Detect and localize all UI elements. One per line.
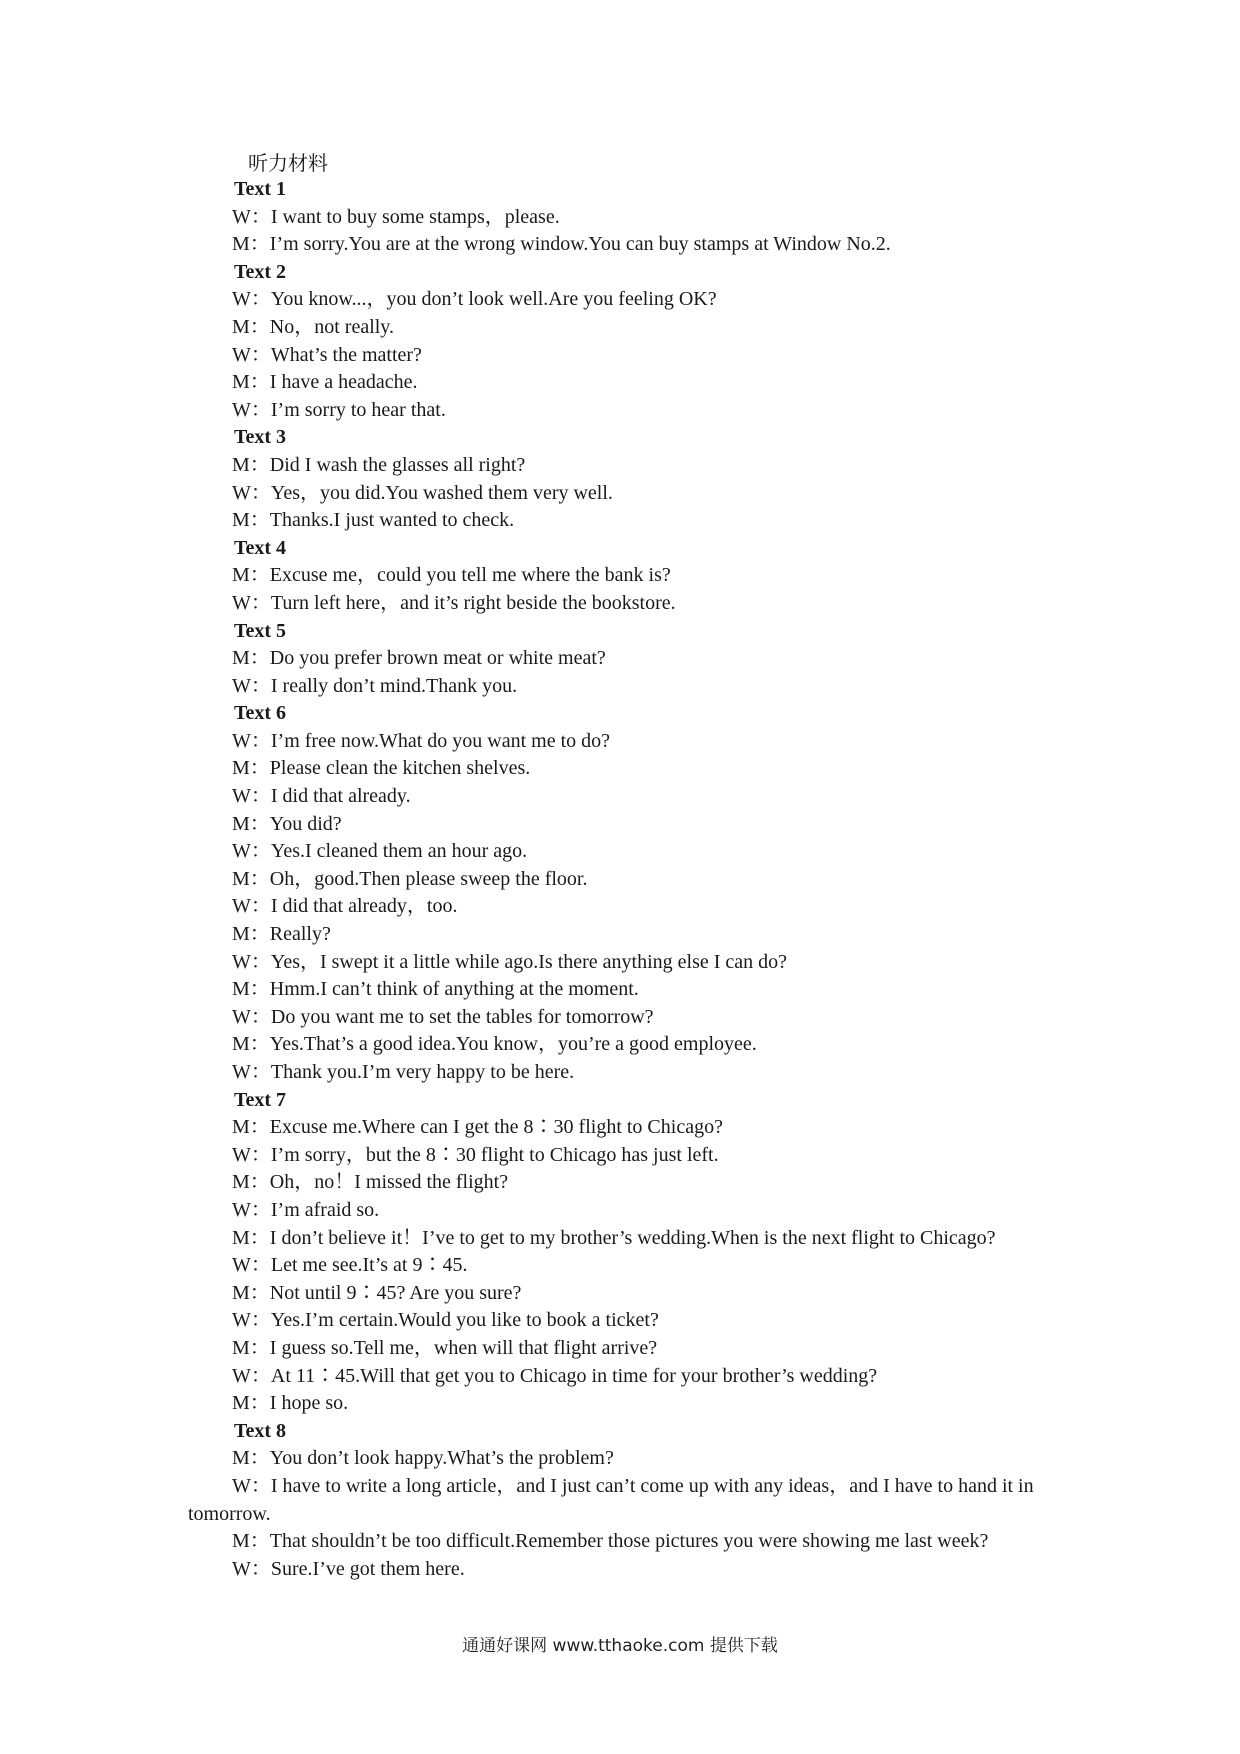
document-heading: 听力材料: [248, 151, 328, 175]
dialogue-line: M：Please clean the kitchen shelves.: [232, 757, 531, 780]
dialogue-line: W：Yes，I swept it a little while ago.Is there anything else I can do?: [232, 950, 788, 973]
dialogue-line: M：Hmm.I can’t think of anything at the moment.: [232, 978, 639, 1001]
section-label: Text 3: [234, 426, 287, 449]
dialogue-line: M：Do you prefer brown meat or white meat?: [232, 647, 606, 670]
dialogue-line: W：I did that already.: [232, 785, 411, 808]
dialogue-line: W：Yes.I’m certain.Would you like to book a ticket?: [232, 1309, 659, 1332]
dialogue-line: M：Really?: [232, 923, 331, 946]
dialogue-line: W：Yes，you did.You washed them very well.: [232, 481, 613, 504]
dialogue-line: W：Sure.I’ve got them here.: [232, 1557, 465, 1580]
dialogue-line: W：I’m sorry，but the 8∶30 flight to Chicago has just left.: [232, 1143, 719, 1166]
dialogue-line: W：At 11∶45.Will that get you to Chicago in time for your brother’s wedding?: [232, 1364, 878, 1387]
dialogue-line: M：I’m sorry.You are at the wrong window.You can buy stamps at Window No.2.: [232, 233, 891, 256]
section-label: Text 8: [234, 1419, 287, 1442]
dialogue-line: W：I want to buy some stamps，please.: [232, 205, 560, 228]
dialogue-line: M：No，not really.: [232, 315, 395, 338]
section-label: Text 6: [234, 702, 287, 725]
dialogue-line: M：I guess so.Tell me，when will that flight arrive?: [232, 1336, 658, 1359]
dialogue-line: W：Do you want me to set the tables for tomorrow?: [232, 1005, 654, 1028]
dialogue-line: W：What’s the matter?: [232, 343, 422, 366]
dialogue-line: M：Did I wash the glasses all right?: [232, 453, 526, 476]
dialogue-line: W：I really don’t mind.Thank you.: [232, 674, 518, 697]
section-label: Text 7: [234, 1088, 287, 1111]
dialogue-line: W：I have to write a long article，and I just can’t come up with any ideas，and I have to hand it in tomorrow.: [188, 1474, 1034, 1525]
dialogue-line: W：I’m sorry to hear that.: [232, 398, 446, 421]
dialogue-line: W：Turn left here，and it’s right beside the bookstore.: [232, 591, 676, 614]
dialogue-line: M：You don’t look happy.What’s the problem?: [232, 1447, 614, 1470]
dialogue-line: M：Thanks.I just wanted to check.: [232, 509, 515, 532]
section-label: Text 1: [234, 178, 287, 200]
section-label: Text 2: [234, 260, 287, 283]
dialogue-line: W：You know...，you don’t look well.Are you feeling OK?: [232, 288, 717, 311]
section-label: Text 4: [234, 536, 287, 559]
dialogue-line: W：Let me see.It’s at 9∶45.: [232, 1254, 468, 1277]
dialogue-line: M：Excuse me，could you tell me where the bank is?: [232, 564, 671, 587]
dialogue-line: W：I did that already，too.: [232, 895, 458, 918]
transcript-sections: [188, 176, 1062, 1583]
dialogue-line: M：Excuse me.Where can I get the 8∶30 flight to Chicago?: [232, 1116, 723, 1139]
footer-credit: 通通好课网 www.tthaoke.com 提供下载: [462, 1636, 778, 1656]
listening-transcript: [188, 150, 1062, 1583]
dialogue-line: M：I hope so.: [232, 1392, 349, 1415]
dialogue-line: M：That shouldn’t be too difficult.Remember those pictures you were showing me last week?: [232, 1530, 989, 1553]
dialogue-line: W：Yes.I cleaned them an hour ago.: [232, 840, 528, 863]
dialogue-line: M：Oh，no！I missed the flight?: [232, 1171, 509, 1194]
dialogue-line: M：Oh，good.Then please sweep the floor.: [232, 867, 588, 890]
dialogue-line: M：Yes.That’s a good idea.You know，you’re a good employee.: [232, 1033, 757, 1056]
dialogue-line: W：I’m afraid so.: [232, 1198, 380, 1221]
dialogue-line: W：Thank you.I’m very happy to be here.: [232, 1061, 575, 1083]
dialogue-line: M：I don’t believe it！I’ve to get to my brother’s wedding.When is the next flight to Chicago?: [232, 1226, 996, 1249]
dialogue-line: M：I have a headache.: [232, 371, 418, 394]
dialogue-line: M：Not until 9∶45? Are you sure?: [232, 1281, 522, 1304]
dialogue-line: W：I’m free now.What do you want me to do?: [232, 729, 611, 752]
section-label: Text 5: [234, 619, 287, 642]
dialogue-line: M：You did?: [232, 812, 342, 835]
